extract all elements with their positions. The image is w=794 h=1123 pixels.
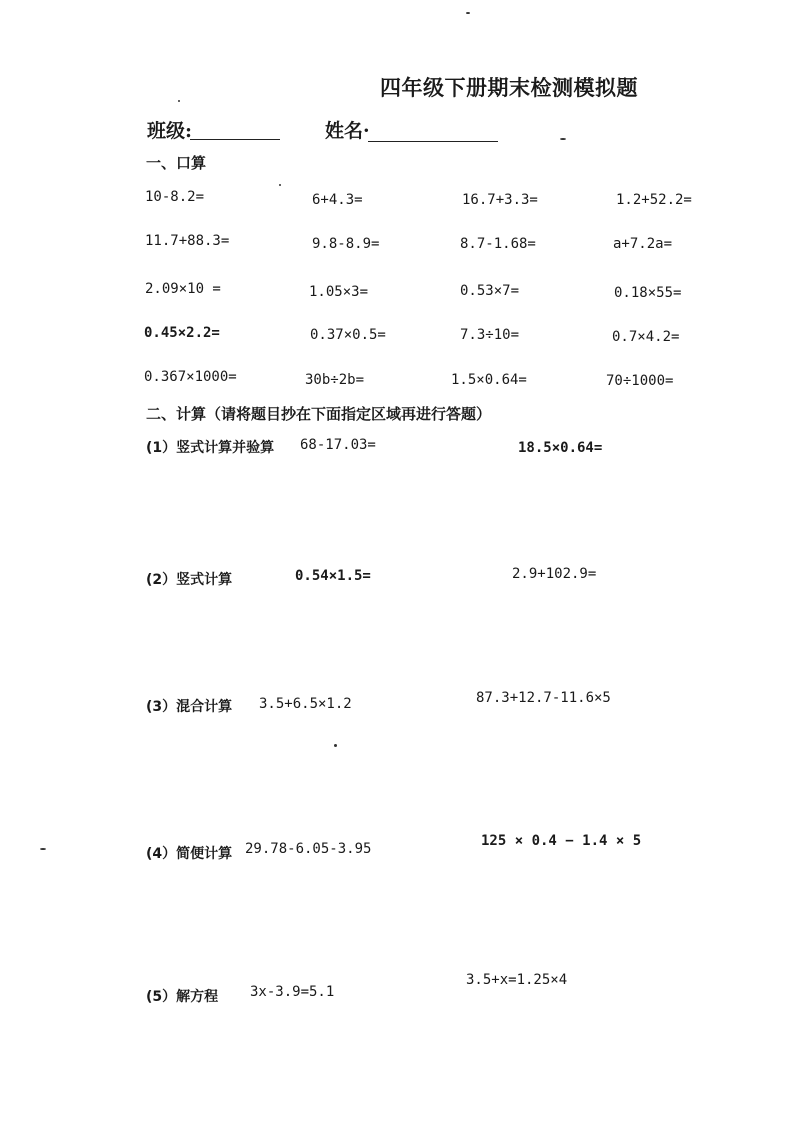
problem-left: 3x-3.9=5.1 (250, 984, 335, 1000)
oral-item: 6+4.3= (312, 192, 363, 208)
oral-item: 1.5×0.64= (451, 372, 527, 388)
oral-item: 1.2+52.2= (616, 192, 692, 208)
scan-speck (466, 12, 470, 14)
oral-item: 10-8.2= (145, 189, 205, 205)
scan-speck (334, 744, 337, 747)
scan-speck (279, 184, 281, 186)
oral-item: 7.3÷10= (460, 327, 520, 343)
class-underline (190, 139, 280, 140)
oral-item: 70÷1000= (606, 373, 674, 389)
problem-left: 68-17.03= (300, 437, 376, 453)
problem-right: 18.5×0.64= (518, 440, 603, 456)
problem-right: 3.5+x=1.25×4 (466, 972, 568, 988)
problem-left: 29.78-6.05-3.95 (245, 841, 372, 857)
scan-speck (178, 100, 180, 102)
section-oral-heading: 一、口算 (146, 154, 207, 172)
oral-item: 1.05×3= (309, 284, 369, 300)
problem-label: (2）竖式计算 (146, 572, 233, 588)
class-label: 班级: (147, 120, 193, 142)
oral-item: 9.8-8.9= (312, 236, 380, 252)
problem-left: 0.54×1.5= (295, 568, 371, 584)
section-calc-heading: 二、计算（请将题目抄在下面指定区域再进行答题） (146, 405, 492, 423)
name-label: 姓名· (325, 120, 370, 142)
problem-label: (4）简便计算 (146, 846, 233, 862)
problem-right: 2.9+102.9= (512, 566, 597, 582)
problem-left: 3.5+6.5×1.2 (259, 696, 352, 712)
oral-item: 8.7-1.68= (460, 236, 536, 252)
oral-item: 16.7+3.3= (462, 192, 538, 208)
oral-item: 0.45×2.2= (144, 325, 220, 341)
oral-item: a+7.2a= (613, 236, 673, 252)
scan-speck (40, 848, 46, 850)
oral-item: 0.18×55= (614, 285, 682, 301)
oral-item: 11.7+88.3= (145, 233, 230, 249)
oral-item: 0.7×4.2= (612, 329, 680, 345)
oral-item: 0.367×1000= (144, 369, 237, 385)
problem-label: (5）解方程 (146, 989, 219, 1005)
problem-label: (1）竖式计算并验算 (146, 440, 275, 456)
oral-item: 0.37×0.5= (310, 327, 386, 343)
problem-right: 87.3+12.7-11.6×5 (476, 690, 611, 706)
problem-right: 125 × 0.4 − 1.4 × 5 (481, 833, 642, 849)
oral-item: 2.09×10 = (145, 281, 221, 297)
problem-label: (3）混合计算 (146, 699, 233, 715)
name-underline (368, 141, 498, 142)
oral-item: 30b÷2b= (305, 372, 365, 388)
oral-item: 0.53×7= (460, 283, 520, 299)
page-title: 四年级下册期末检测模拟题 (380, 75, 638, 100)
scan-speck (560, 138, 566, 140)
